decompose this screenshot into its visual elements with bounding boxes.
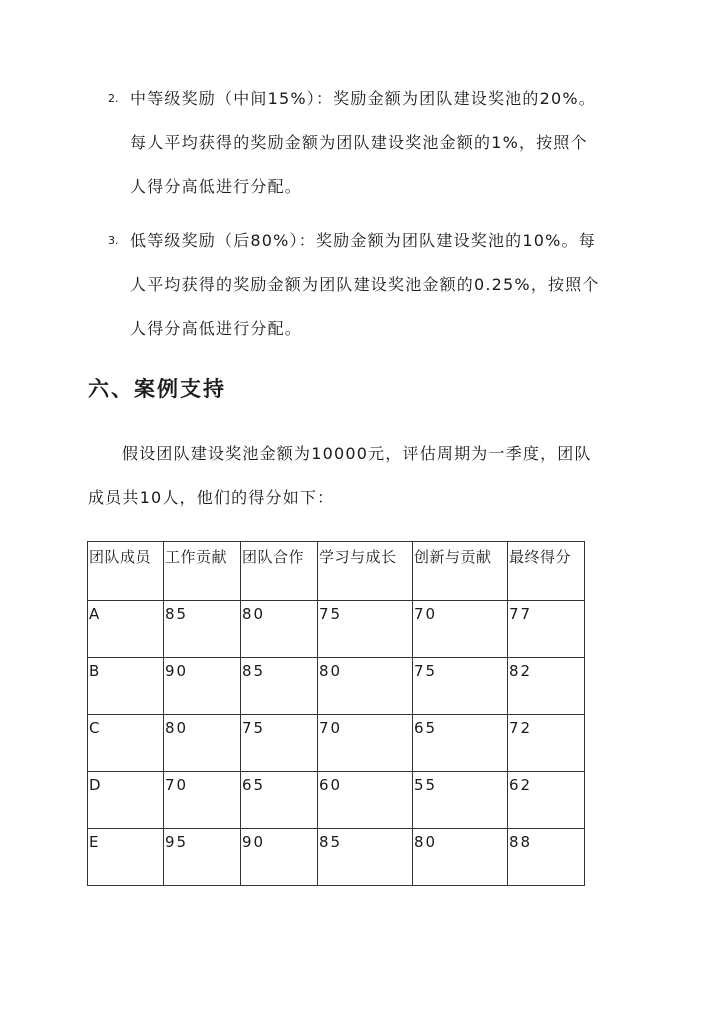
table-cell: 85 <box>241 658 318 715</box>
table-header-cell: 工作贡献 <box>164 542 241 601</box>
table-header-row <box>88 542 585 601</box>
table-header-cell: 团队成员 <box>88 542 164 601</box>
table-row <box>88 772 585 829</box>
table-cell: 70 <box>318 715 413 772</box>
table-header-cell: 团队合作 <box>241 542 318 601</box>
table-cell: 85 <box>164 601 241 658</box>
table-header-cell: 最终得分 <box>508 542 585 601</box>
table-cell: 90 <box>241 829 318 886</box>
table-header-cell: 创新与贡献 <box>413 542 508 601</box>
table-cell: 88 <box>508 829 585 886</box>
table-row <box>88 829 585 886</box>
table-cell: E <box>88 829 164 886</box>
table-cell: 90 <box>164 658 241 715</box>
table-cell: 80 <box>164 715 241 772</box>
list-item-text-line: 每人平均获得的奖励金额为团队建设奖池金额的1%，按照个 <box>130 133 588 152</box>
intro-line: 成员共10人，他们的得分如下： <box>88 488 335 507</box>
table-cell: D <box>88 772 164 829</box>
list-item-text-line: 人得分高低进行分配。 <box>130 177 303 196</box>
list-item-text-line: 人平均获得的奖励金额为团队建设奖池金额的0.25%，按照个 <box>130 275 600 294</box>
table-cell: B <box>88 658 164 715</box>
table-cell: 72 <box>508 715 585 772</box>
table-cell: 95 <box>164 829 241 886</box>
table-header-cell: 学习与成长 <box>318 542 413 601</box>
table-cell: 80 <box>241 601 318 658</box>
score-table <box>87 541 585 886</box>
table-cell: 75 <box>318 601 413 658</box>
table-cell: 82 <box>508 658 585 715</box>
table-cell: 55 <box>413 772 508 829</box>
table-cell: 65 <box>241 772 318 829</box>
table-row <box>88 715 585 772</box>
table-cell: 62 <box>508 772 585 829</box>
table-cell: 85 <box>318 829 413 886</box>
list-item-text-line: 中等级奖励（中间15%）：奖励金额为团队建设奖池的20%。 <box>130 89 596 108</box>
table-row <box>88 658 585 715</box>
table-cell: A <box>88 601 164 658</box>
table-cell: 77 <box>508 601 585 658</box>
intro-line: 假设团队建设奖池金额为10000元，评估周期为一季度，团队 <box>122 444 592 463</box>
table-cell: 75 <box>241 715 318 772</box>
table-cell: 80 <box>318 658 413 715</box>
table-cell: C <box>88 715 164 772</box>
list-number: 3. <box>108 234 119 247</box>
list-item-text-line: 人得分高低进行分配。 <box>130 319 303 338</box>
table-cell: 60 <box>318 772 413 829</box>
list-number: 2. <box>108 92 119 105</box>
list-item-text-line: 低等级奖励（后80%）：奖励金额为团队建设奖池的10%。每 <box>130 231 596 250</box>
table-cell: 70 <box>413 601 508 658</box>
section-heading: 六、案例支持 <box>88 377 226 401</box>
table-cell: 70 <box>164 772 241 829</box>
table-cell: 65 <box>413 715 508 772</box>
table-row <box>88 601 585 658</box>
table-cell: 75 <box>413 658 508 715</box>
table-cell: 80 <box>413 829 508 886</box>
